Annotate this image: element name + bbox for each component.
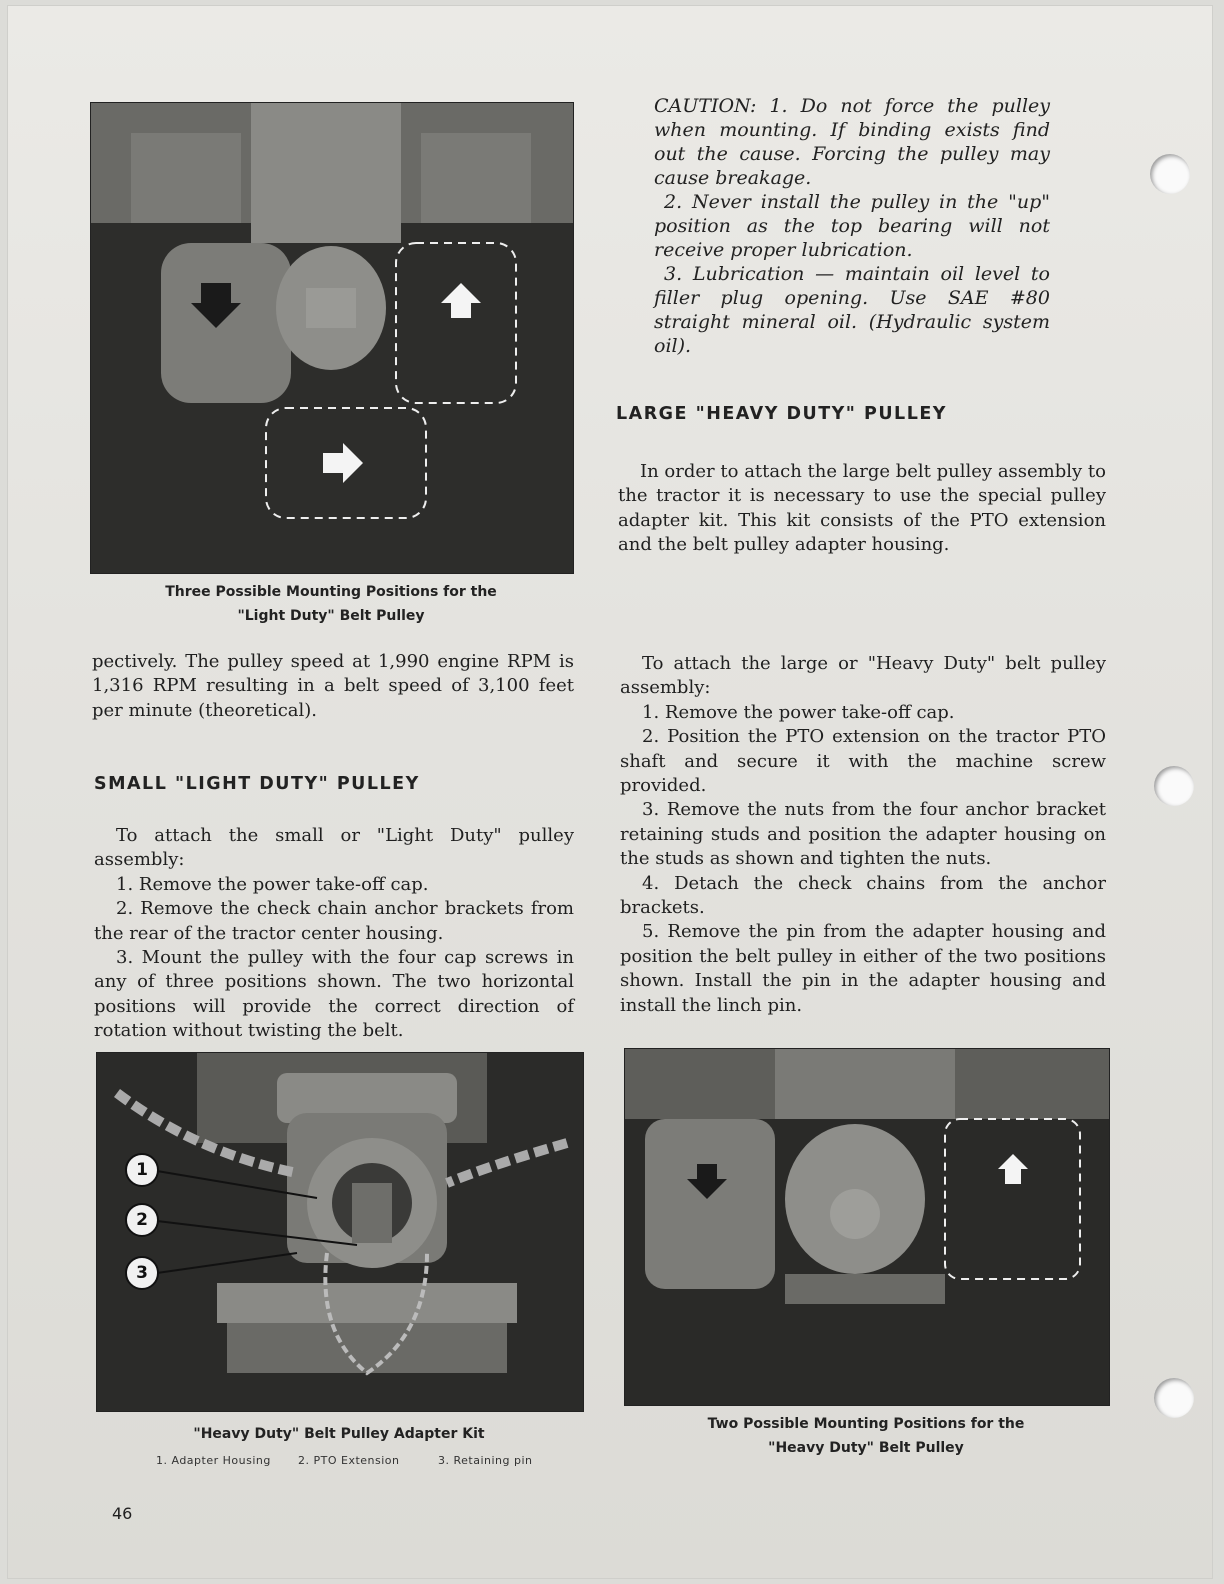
small-pulley-instructions — [94, 824, 574, 1044]
adapter-kit-legend-1: 1. Adapter Housing — [156, 1454, 271, 1467]
callout-2: 2 — [125, 1203, 159, 1237]
light-duty-caption-line2: "Light Duty" Belt Pulley — [237, 608, 425, 624]
manual-page — [8, 6, 1212, 1578]
caution-3: 3. Lubrication — maintain oil level to filler plug opening. Use SAE #80 straight mineral oil. (Hydraulic system oil). — [654, 263, 1050, 357]
small-step-3: 3. Mount the pulley with the four cap screws in any of three positions shown. The two horizontal positions will provide the correct direction of rotation without twisting the belt. — [94, 947, 574, 1042]
light-duty-caption — [90, 580, 572, 628]
adapter-kit-legend-3: 3. Retaining pin — [438, 1454, 533, 1467]
continuation-text: pectively. The pulley speed at 1,990 engine RPM is 1,316 RPM resulting in a belt speed of 3,100 feet per minute (theoretical). — [92, 651, 574, 721]
binder-hole-middle — [1154, 766, 1194, 806]
heavy-duty-caption-line2: "Heavy Duty" Belt Pulley — [768, 1440, 964, 1456]
caution-2: 2. Never install the pulley in the "up" position as the top bearing will not receive proper lubrication. — [654, 191, 1050, 261]
binder-hole-bottom — [1154, 1378, 1194, 1418]
light-duty-caption-line1: Three Possible Mounting Positions for the — [165, 584, 497, 600]
heavy-duty-photo — [624, 1048, 1110, 1406]
large-pulley-intro-paragraph — [618, 460, 1106, 558]
large-step-1: 1. Remove the power take-off cap. — [642, 701, 955, 723]
page-number: 46 — [112, 1504, 133, 1523]
light-duty-photo — [90, 102, 574, 574]
large-pulley-paragraph: In order to attach the large belt pulley assembly to the tractor it is necessary to use the special pulley adapter kit. This kit consists of the PTO extension and the belt pulley adapter housing. — [618, 461, 1106, 556]
heavy-duty-caption-line1: Two Possible Mounting Positions for the — [707, 1416, 1025, 1432]
adapter-kit-caption: "Heavy Duty" Belt Pulley Adapter Kit — [193, 1426, 485, 1442]
small-pulley-intro: To attach the small or "Light Duty" pulley assembly: — [94, 825, 574, 871]
large-pulley-heading: LARGE "HEAVY DUTY" PULLEY — [616, 404, 947, 424]
heavy-duty-caption — [624, 1412, 1108, 1460]
large-pulley-intro: To attach the large or "Heavy Duty" belt pulley assembly: — [620, 653, 1106, 699]
callout-1: 1 — [125, 1153, 159, 1187]
large-step-5: 5. Remove the pin from the adapter housing and position the belt pulley in either of the two positions shown. Install the pin in the adapter housing and install the linch pin. — [620, 921, 1106, 1016]
caution-1: CAUTION: 1. Do not force the pulley when mounting. If binding exists find out the cause. Forcing the pulley may cause breakage. — [654, 95, 1050, 189]
caution-block — [654, 94, 1050, 358]
small-step-2: 2. Remove the check chain anchor brackets from the rear of the tractor center housing. — [94, 898, 574, 944]
large-step-2: 2. Position the PTO extension on the tractor PTO shaft and secure it with the machine screw provided. — [620, 726, 1106, 797]
callout-3: 3 — [125, 1256, 159, 1290]
heavy-duty-illustration — [625, 1049, 1109, 1405]
binder-hole-top — [1150, 154, 1190, 194]
adapter-kit-photo — [96, 1052, 584, 1412]
light-duty-illustration — [91, 103, 573, 573]
adapter-kit-illustration — [97, 1053, 583, 1411]
large-pulley-instructions — [620, 652, 1106, 1018]
large-step-4: 4. Detach the check chains from the anchor brackets. — [620, 872, 1106, 919]
continuation-paragraph — [92, 650, 574, 723]
adapter-kit-legend-2: 2. PTO Extension — [298, 1454, 400, 1467]
large-step-3: 3. Remove the nuts from the four anchor bracket retaining studs and position the adapter housing on the studs as shown and tighten the nuts. — [620, 799, 1106, 870]
small-step-1: 1. Remove the power take-off cap. — [116, 873, 429, 895]
small-pulley-heading: SMALL "LIGHT DUTY" PULLEY — [94, 774, 420, 794]
